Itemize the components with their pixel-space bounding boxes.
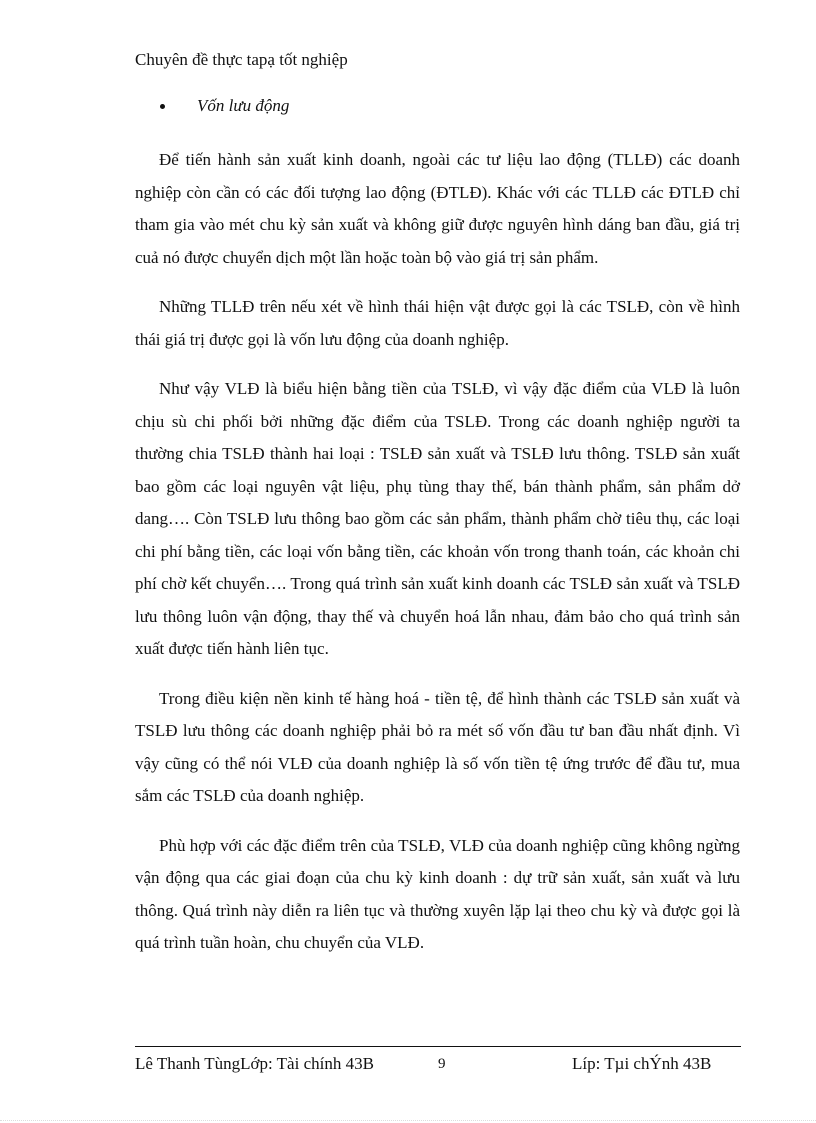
footer-divider bbox=[135, 1046, 741, 1047]
body-content bbox=[135, 144, 740, 977]
paragraph: Trong điều kiện nền kinh tế hàng hoá - tiền tệ, để hình thành các TSLĐ sản xuất và TSLĐ lưu thông các doanh nghiệp phải bỏ ra mét số vốn đầu tư ban đầu nhất định. Vì vậy cũng có thể nói VLĐ của doanh nghiệp là số vốn tiền tệ ứng trước để đầu tư, mua sắm các TSLĐ của doanh nghiệp. bbox=[135, 688, 740, 805]
paragraph: Những TLLĐ trên nếu xét về hình thái hiện vật được gọi là các TSLĐ, còn về hình thái giá trị được gọi là vốn lưu động của doanh nghiệp. bbox=[135, 297, 740, 349]
footer-class: Líp: Tµi chÝnh 43B bbox=[572, 1054, 712, 1073]
page-bottom-border bbox=[0, 1120, 816, 1121]
bullet-icon bbox=[160, 104, 165, 109]
section-bullet bbox=[160, 96, 289, 116]
section-title: Vốn lưu động bbox=[197, 96, 290, 115]
paragraph: Như vậy VLĐ là biểu hiện bằng tiền của TSLĐ, vì vậy đặc điểm của VLĐ là luôn chịu sù chi phối bởi những đặc điểm của TSLĐ. Trong các doanh nghiệp người ta thường chia TSLĐ thành hai loại : TSLĐ sản xuất và TSLĐ lưu thông. TSLĐ sản xuất bao gồm các loại nguyên vật liệu, phụ tùng thay thế, bán thành phẩm, sản phẩm dở dang…. Còn TSLĐ lưu thông bao gồm các sản phẩm, thành phẩm chờ tiêu thụ, các loại chi phí bằng tiền, các loại vốn bằng tiền, các khoản vốn trong thanh toán, các khoản chi phí chờ kết chuyển…. Trong quá trình sản xuất kinh doanh các TSLĐ sản xuất và TSLĐ lưu thông luôn vận động, thay thế và chuyển hoá lẫn nhau, đảm bảo cho quá trình sản xuất được tiến hành liên tục. bbox=[135, 379, 740, 658]
paragraph: Để tiến hành sản xuất kinh doanh, ngoài các tư liệu lao động (TLLĐ) các doanh nghiệp còn cần có các đối tượng lao động (ĐTLĐ). Khác với các TLLĐ các ĐTLĐ chỉ tham gia vào mét chu kỳ sản xuất và không giữ được nguyên hình dáng ban đầu, giá trị cuả nó được chuyển dịch một lần hoặc toàn bộ vào giá trị sản phẩm. bbox=[135, 150, 740, 267]
page-number: 9 bbox=[438, 1056, 446, 1072]
paragraph: Phù hợp với các đặc điểm trên của TSLĐ, VLĐ của doanh nghiệp cũng không ngừng vận động qua các giai đoạn của chu kỳ kinh doanh : dự trữ sản xuất, sản xuất và lưu thông. Quá trình này diễn ra liên tục và thường xuyên lặp lại theo chu kỳ và được gọi là quá trình tuần hoàn, chu chuyển của VLĐ. bbox=[135, 835, 740, 952]
page-header-title: Chuyên đề thực tapạ tốt nghiệp bbox=[135, 50, 348, 69]
footer-author: Lê Thanh TùngLớp: Tài chính 43B bbox=[135, 1054, 374, 1073]
